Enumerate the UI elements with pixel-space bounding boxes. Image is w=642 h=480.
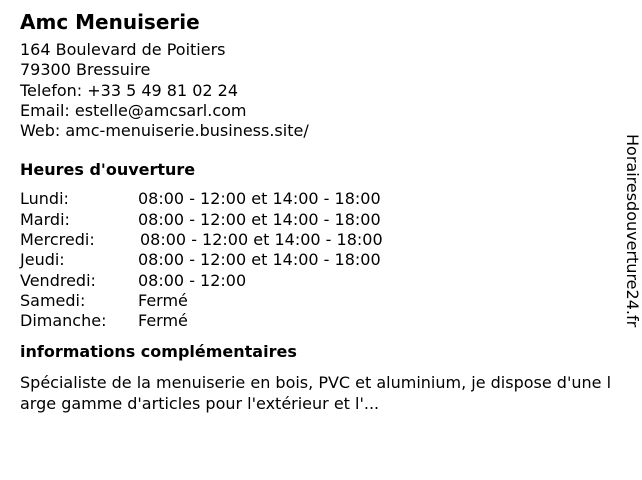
hours-row-wednesday bbox=[20, 230, 620, 250]
site-watermark: Horairesdouverture24.fr bbox=[623, 134, 642, 328]
hours-time-value: 08:00 - 12:00 et 14:00 - 18:00 bbox=[138, 250, 381, 270]
phone-number: Telefon: +33 5 49 81 02 24 bbox=[20, 80, 239, 100]
hours-row-saturday bbox=[20, 291, 620, 311]
address-city: 79300 Bressuire bbox=[20, 60, 151, 80]
business-description: Spécialiste de la menuiserie en bois, PVC et aluminium, je dispose d'une large gamme d'articles pour l'extérieur et l'... bbox=[20, 372, 612, 413]
hours-time-value: Fermé bbox=[138, 311, 188, 331]
hours-time-value: 08:00 - 12:00 et 14:00 - 18:00 bbox=[138, 189, 381, 209]
hours-row-tuesday bbox=[20, 210, 620, 230]
address-street: 164 Boulevard de Poitiers bbox=[20, 40, 226, 59]
hours-day-label: Dimanche: bbox=[20, 311, 107, 331]
hours-time-value: 08:00 - 12:00 bbox=[138, 270, 247, 290]
hours-row-friday bbox=[20, 271, 620, 291]
business-name: Amc Menuiserie bbox=[20, 10, 200, 34]
hours-day-label: Lundi: bbox=[20, 189, 69, 209]
opening-hours-heading: Heures d'ouverture bbox=[20, 160, 196, 180]
website-url: Web: amc-menuiserie.business.site/ bbox=[20, 121, 309, 141]
hours-row-monday bbox=[20, 189, 620, 209]
hours-day-label: Samedi: bbox=[20, 290, 86, 310]
additional-info-heading: informations complémentaires bbox=[20, 341, 297, 361]
hours-day-label: Vendredi: bbox=[20, 270, 96, 290]
opening-hours-table bbox=[20, 189, 620, 331]
hours-day-label: Jeudi: bbox=[20, 250, 65, 270]
hours-row-sunday bbox=[20, 311, 620, 331]
hours-day-label: Mercredi: bbox=[20, 230, 95, 250]
hours-day-label: Mardi: bbox=[20, 209, 70, 229]
hours-time-value: Fermé bbox=[138, 290, 188, 310]
hours-time-value: 08:00 - 12:00 et 14:00 - 18:00 bbox=[140, 230, 383, 250]
business-card bbox=[20, 10, 620, 414]
hours-time-value: 08:00 - 12:00 et 14:00 - 18:00 bbox=[138, 209, 381, 229]
email-address: Email: estelle@amcsarl.com bbox=[20, 100, 247, 120]
hours-row-thursday bbox=[20, 250, 620, 270]
